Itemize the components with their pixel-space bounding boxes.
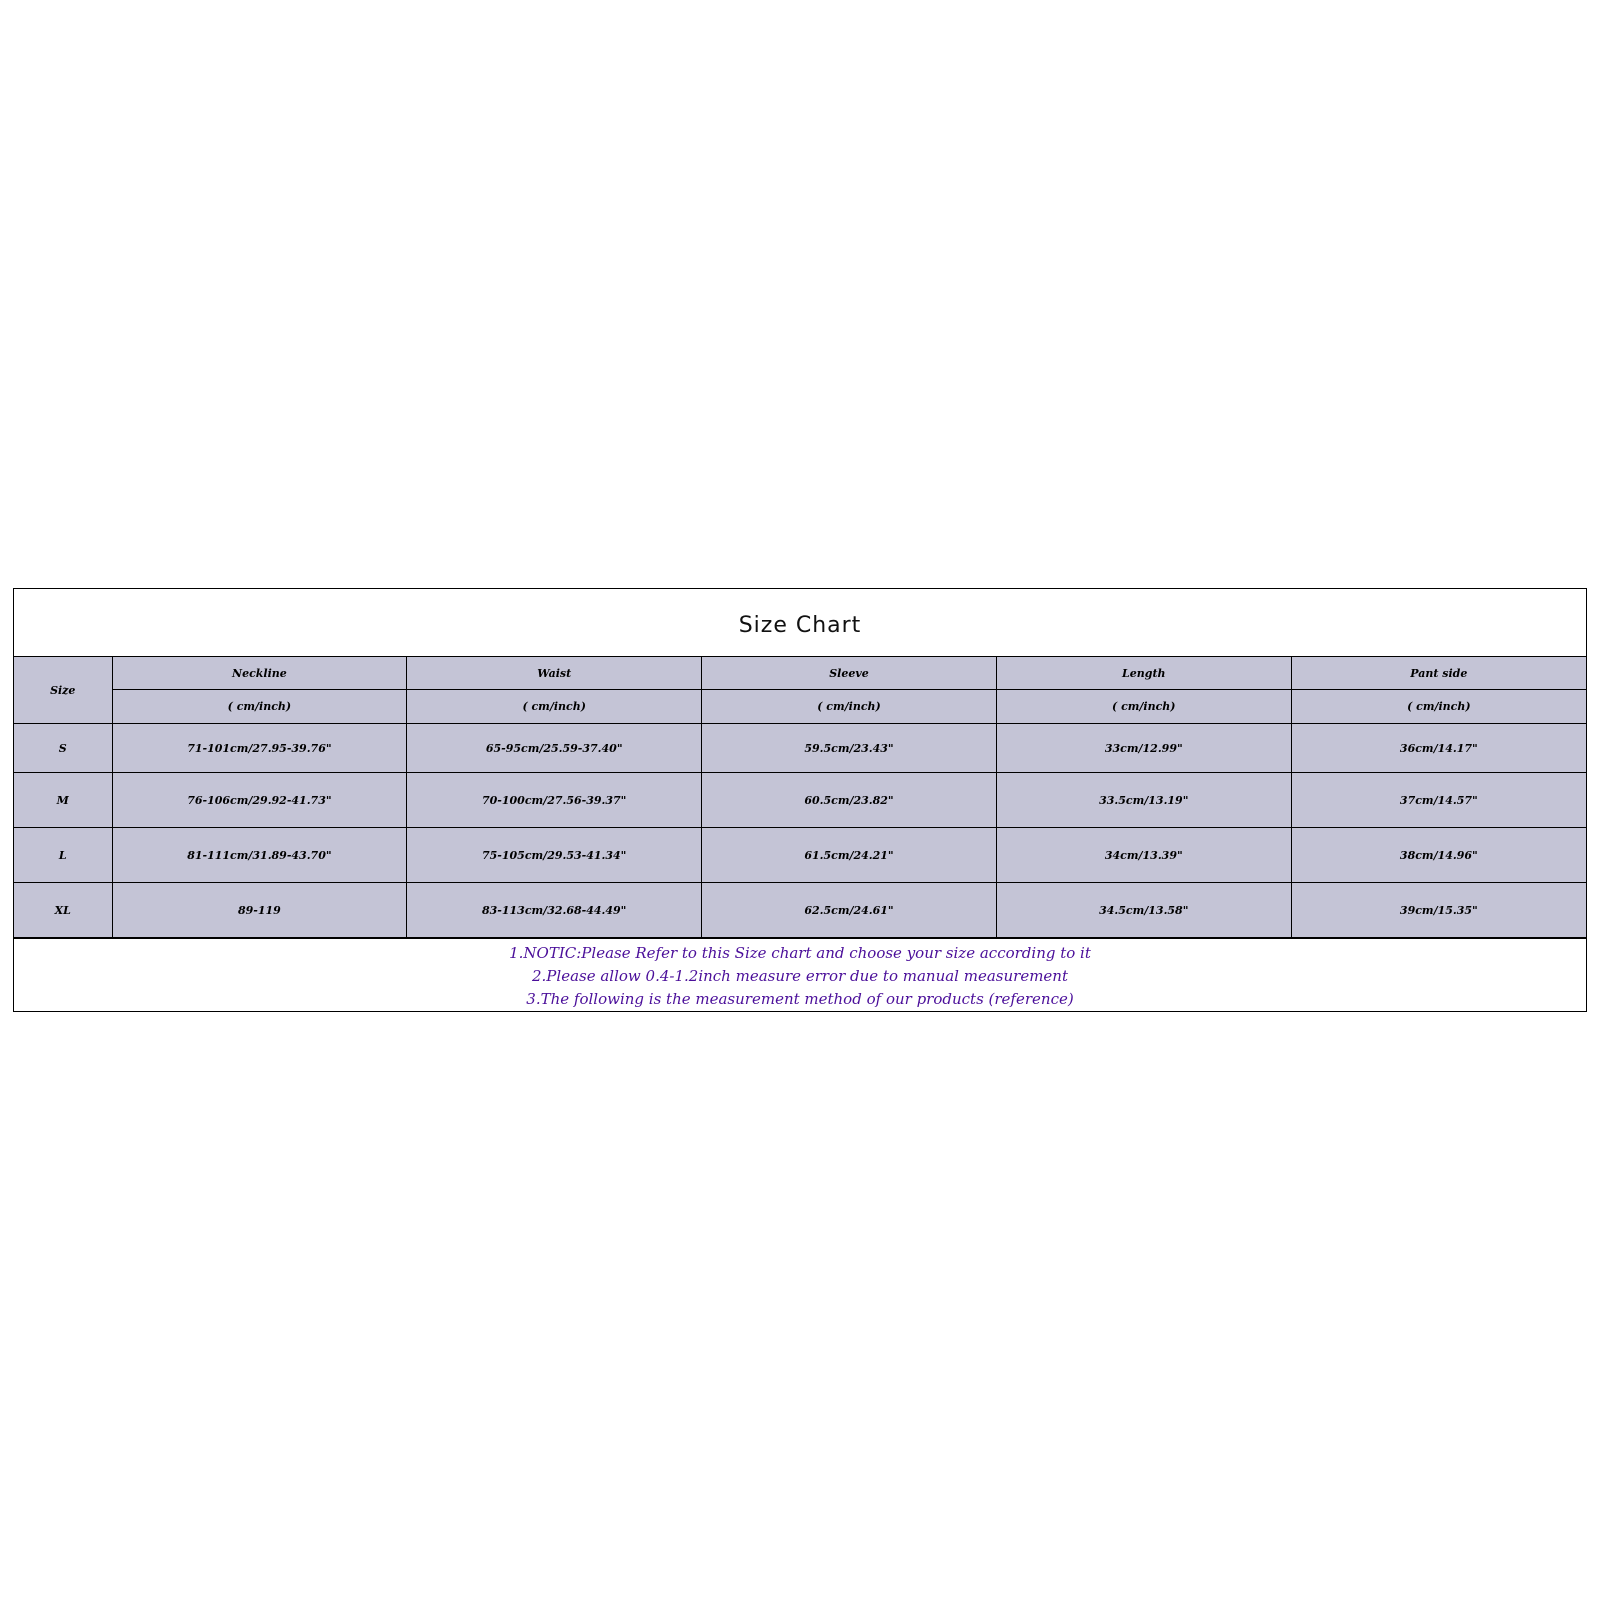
- size-cell: S: [14, 724, 112, 773]
- header-row: [14, 657, 1586, 690]
- size-cell: M: [14, 773, 112, 828]
- table-cell: 33.5cm/13.19": [996, 773, 1291, 828]
- table-cell: 60.5cm/23.82": [702, 773, 997, 828]
- unit-neckline: ( cm/inch): [112, 690, 407, 724]
- table-cell: 33cm/12.99": [996, 724, 1291, 773]
- size-table: [14, 657, 1586, 938]
- notes: [14, 938, 1586, 1011]
- table-cell: 34cm/13.39": [996, 828, 1291, 883]
- table-cell: 76-106cm/29.92-41.73": [112, 773, 407, 828]
- unit-waist: ( cm/inch): [407, 690, 702, 724]
- column-header-waist: Waist: [407, 657, 702, 690]
- note-1: 1.NOTIC:Please Refer to this Size chart and choose your size according to it: [509, 944, 1091, 962]
- table-cell: 89-119: [112, 883, 407, 938]
- table-cell: 70-100cm/27.56-39.37": [407, 773, 702, 828]
- table-cell: 75-105cm/29.53-41.34": [407, 828, 702, 883]
- size-chart-title: Size Chart: [738, 613, 862, 638]
- title-row: [14, 589, 1586, 657]
- column-header-neckline: Neckline: [112, 657, 407, 690]
- table-cell: 59.5cm/23.43": [702, 724, 997, 773]
- table-cell: 36cm/14.17": [1291, 724, 1586, 773]
- column-header-length: Length: [996, 657, 1291, 690]
- unit-length: ( cm/inch): [996, 690, 1291, 724]
- note-2: 2.Please allow 0.4-1.2inch measure error due to manual measurement: [532, 967, 1068, 985]
- size-header: Size: [14, 657, 112, 724]
- table-cell: 39cm/15.35": [1291, 883, 1586, 938]
- table-cell: 71-101cm/27.95-39.76": [112, 724, 407, 773]
- table-cell: 37cm/14.57": [1291, 773, 1586, 828]
- table-cell: 81-111cm/31.89-43.70": [112, 828, 407, 883]
- table-cell: 38cm/14.96": [1291, 828, 1586, 883]
- size-cell: L: [14, 828, 112, 883]
- table-row: [14, 828, 1586, 883]
- size-cell: XL: [14, 883, 112, 938]
- table-cell: 62.5cm/24.61": [702, 883, 997, 938]
- table-cell: 61.5cm/24.21": [702, 828, 997, 883]
- unit-sleeve: ( cm/inch): [702, 690, 997, 724]
- size-chart: [13, 588, 1587, 1012]
- table-cell: 65-95cm/25.59-37.40": [407, 724, 702, 773]
- column-header-sleeve: Sleeve: [702, 657, 997, 690]
- table-row: [14, 883, 1586, 938]
- table-cell: 34.5cm/13.58": [996, 883, 1291, 938]
- unit-row: [14, 690, 1586, 724]
- table-row: [14, 724, 1586, 773]
- unit-pant-side: ( cm/inch): [1291, 690, 1586, 724]
- column-header-pant-side: Pant side: [1291, 657, 1586, 690]
- table-row: [14, 773, 1586, 828]
- table-cell: 83-113cm/32.68-44.49": [407, 883, 702, 938]
- note-3: 3.The following is the measurement method of our products (reference): [526, 990, 1074, 1008]
